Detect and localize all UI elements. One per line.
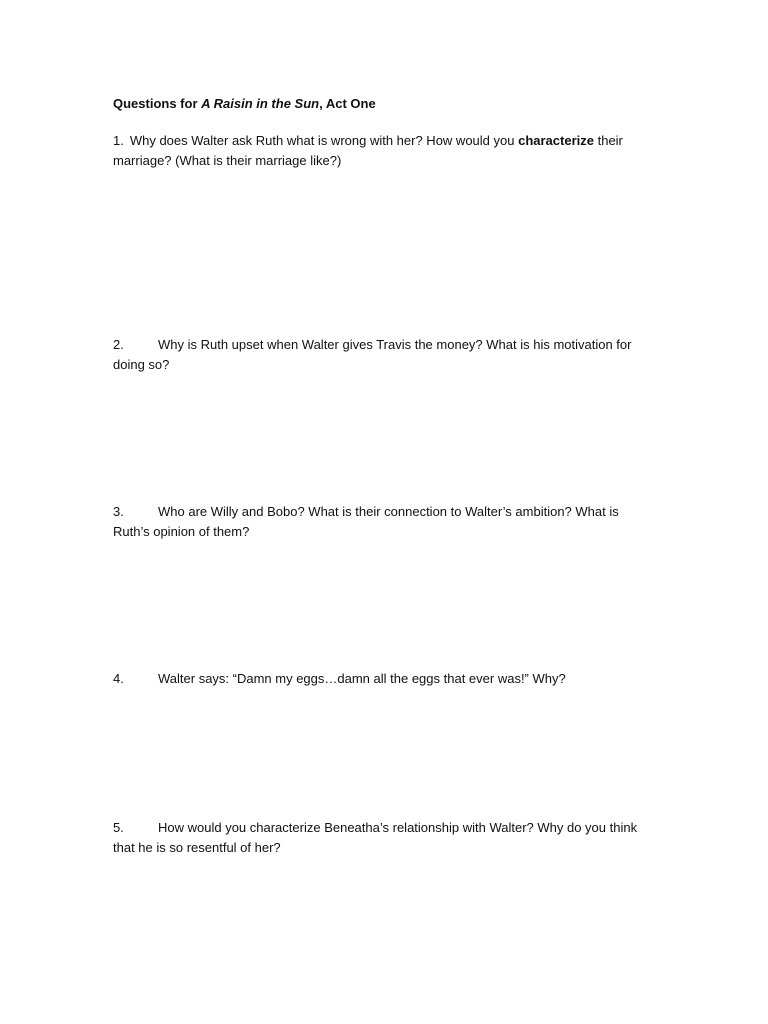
question-number: 1. <box>113 133 124 148</box>
question-emphasis: characterize <box>518 133 594 148</box>
question-text: Who are Willy and Bobo? What is their connection to Walter’s ambition? What is Ruth’s opinion of them? <box>113 504 619 539</box>
question-text: Why does Walter ask Ruth what is wrong with her? How would you <box>129 133 519 148</box>
question-2 <box>113 335 658 374</box>
title-prefix: Questions for <box>113 96 202 111</box>
worksheet-title <box>113 94 376 113</box>
question-number: 3. <box>113 504 124 519</box>
question-text: Walter says: “Damn my eggs…damn all the eggs that ever was!” Why? <box>158 671 566 686</box>
question-text: How would you characterize Beneatha’s relationship with Walter? Why do you think that he is so resentful of her? <box>113 820 638 855</box>
book-title: A Raisin in the Sun <box>201 96 320 111</box>
question-3 <box>113 502 658 541</box>
question-number: 4. <box>113 671 124 686</box>
question-4 <box>113 669 658 689</box>
question-text-continued: their marriage? (What is their marriage like?) <box>113 133 623 168</box>
question-number: 2. <box>113 337 124 352</box>
question-5 <box>113 818 658 857</box>
question-number: 5. <box>113 820 124 835</box>
title-suffix: , Act One <box>319 96 376 111</box>
question-text: Why is Ruth upset when Walter gives Travis the money? What is his motivation for doing so? <box>113 337 632 372</box>
question-1 <box>113 131 658 170</box>
